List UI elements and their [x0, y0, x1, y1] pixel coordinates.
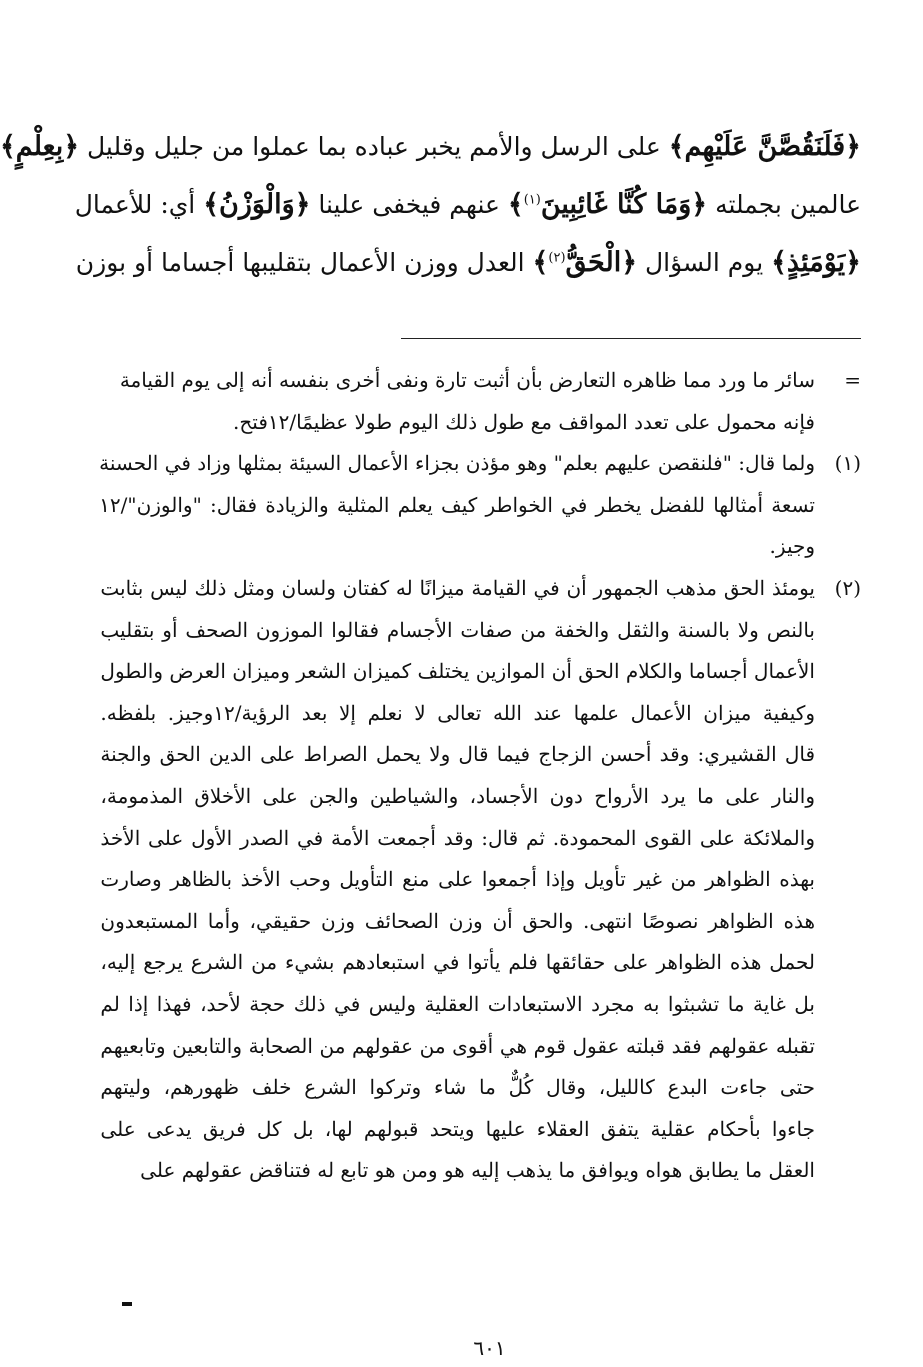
footnote-line: سائر ما ورد مما ظاهره التعارض بأن أثبت تارة ونفى أخرى بنفسه أنه إلى يوم القيامة [119, 368, 815, 392]
footnote-line: حتى جاءت البدع كالليل، وقال كُلٌّ ما شاء وتركوا الشرع خلف ظهورهم، وليتهم [100, 1075, 815, 1100]
footnote-line: تقبله عقولهم فقد قبلته عقول قوم هي أقوى من عقولهم من الصحابة والتابعين وتابعيهم [100, 1033, 815, 1058]
footnote-body [120, 360, 815, 443]
quran-quote: ﴾ [507, 189, 524, 220]
continuation-mark [122, 1302, 132, 1306]
quran-quote: ﴾ [532, 247, 549, 278]
page-number: ٦٠١ [473, 1336, 506, 1360]
quran-quote: ﴿الْحَقُّ [565, 247, 638, 278]
quran-quote: ﴿فَلَنَقُصَّنَّ عَلَيْهِم﴾ [668, 131, 861, 162]
footnotes [99, 360, 861, 1192]
quran-quote: ﴿بِعِلْمٍ﴾ [0, 131, 80, 162]
footnote-line: بل غاية ما تشبثوا به مجرد الاستبعادات العقلية وليس في ذلك حجة لأحد، فهذا إذا لم [100, 991, 815, 1016]
footnote-line: لحمل هذه الظواهر على حقائقها فلم يأتوا في استبعادهم بشيء من الشرع يرجع إليه، [100, 950, 815, 975]
main-text [0, 118, 861, 292]
footnote-line: هذه الظواهر نصوصًا انتهى. والحق أن وزن الصحائف وزن حقيقي، وأما المستبعدون [100, 908, 815, 933]
footnote-line: قال القشيري: وقد أحسن الزجاج فيما قال ولا يحمل الصراط على الدين الحق والجنة [100, 742, 815, 767]
footnote [99, 443, 861, 568]
footnote-line: تسعة أمثالها للفضل يخطر في الخواطر كيف يعلم المثلية والزيادة فقال: "والوزن"/١٢ [99, 492, 815, 517]
footnote-line: بهذه الظواهر من غير تأويل وإذا أجمعوا على منع التأويل وحب الأخذ بالظاهر وصارت [100, 867, 815, 892]
footnote-line: وجيز. [769, 534, 815, 559]
commentary-text: يوم السؤال [637, 248, 772, 277]
footnote-body [100, 568, 815, 1192]
main-text-line [74, 176, 861, 234]
footnote-marker: (٢) [834, 575, 861, 600]
commentary-text: العدل ووزن الأعمال بتقليبها أجساما أو بوزن [75, 248, 533, 277]
footnote-line: والملائكة على القوى المحمودة. ثم قال: وقد أجمعت الأمة في الصدر الأول على الأخذ [100, 825, 815, 850]
commentary-text: أي: للأعمال [74, 190, 204, 219]
footnote-reference: (١) [523, 192, 541, 208]
footnote-separator [401, 338, 861, 339]
footnote-body [99, 443, 815, 568]
footnote-line: فإنه محمول على تعدد المواقف مع طول ذلك اليوم طولا عظيمًا/١٢فتح. [233, 409, 815, 434]
main-text-line [0, 118, 861, 176]
footnote [119, 360, 861, 443]
footnote-line: ولما قال: "فلنقصن عليهم بعلم" وهو مؤذن بجزاء الأعمال السيئة بمثلها وزاد في الحسنة [99, 451, 815, 476]
main-text-line [75, 234, 861, 292]
commentary-text: عنهم فيخفى علينا [310, 190, 508, 219]
footnote-line: جاءوا بأحكام عقلية يتفق العقلاء عليها ويتحد قبولهم لها، بل كل فريق يدعى على [100, 1116, 815, 1141]
footnote [100, 568, 861, 1192]
footnote-line: بالنص ولا بالسنة والثقل والخفة من صفات الأجسام فقالوا الموزون الصحف أو بتقليب [100, 617, 815, 642]
footnote-line: يومئذ الحق مذهب الجمهور أن في القيامة ميزانًا له كفتان ولسان ومثل ذلك ليس بثابت [100, 575, 815, 600]
quran-quote: ﴿وَمَا كُنَّا غَائِبِينَ [540, 189, 708, 220]
footnote-line: العقل ما يطابق هواه ويوافق ما يذهب إليه هو ومن هو تابع له فتناقض عقولهم على [140, 1158, 815, 1183]
footnote-reference: (٢) [548, 250, 566, 266]
footnote-line: والنار على ما يرد الأرواح دون الأجساد، والشياطين والجن على الأخلاق المذمومة، [100, 783, 815, 808]
footnote-marker: (١) [834, 451, 861, 476]
commentary-text: على الرسل والأمم يخبر عباده بما عملوا من جليل وقليل [79, 132, 669, 161]
footnote-line: الأعمال أجساما والكلام الحق أن الموازين يختلف كميزان الشعر وميزان العرض والطول [100, 659, 815, 684]
quran-quote: ﴿يَوْمَئِذٍ﴾ [771, 247, 861, 278]
footnote-line: وكيفية ميزان الأعمال علمها عند الله تعالى لا نعلم إلا بعد الرؤية/١٢وجيز. بلفظه. [100, 700, 815, 725]
footnote-marker: = [844, 368, 861, 392]
quran-quote: ﴿وَالْوَزْنُ﴾ [203, 189, 311, 220]
commentary-text: عالمين بجملته [707, 190, 861, 219]
